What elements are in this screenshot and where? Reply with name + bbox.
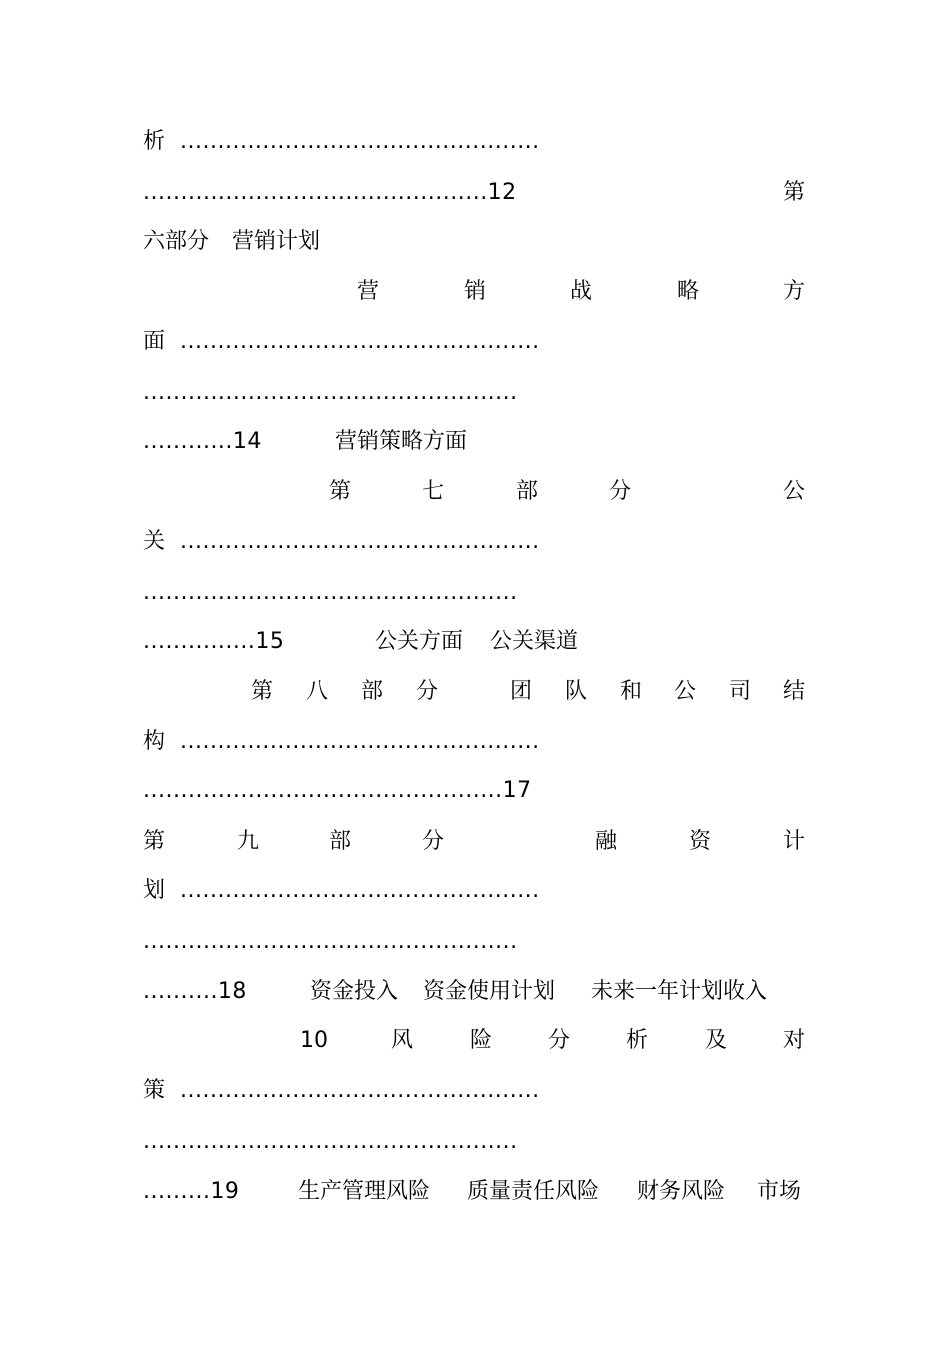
toc-text: 分 (422, 829, 445, 854)
toc-leader-dots: ................................................ (180, 329, 540, 354)
toc-text: 和 (620, 679, 643, 704)
toc-text: 方 (783, 279, 806, 304)
toc-text: 面 (143, 329, 166, 354)
toc-text: 公关渠道 (490, 629, 579, 654)
toc-line-2 (143, 178, 805, 208)
toc-text: 七 (422, 479, 445, 504)
toc-text: 第 (329, 479, 352, 504)
toc-line-9 (143, 527, 805, 557)
toc-text: 团 (510, 679, 533, 704)
toc-text: 构 (143, 729, 166, 754)
toc-line-15 (143, 827, 805, 857)
toc-text: 财务风险 (637, 1179, 726, 1204)
toc-text: 险 (470, 1028, 493, 1053)
toc-text: 八 (306, 679, 329, 704)
toc-leader-dots: ................................................ (180, 129, 540, 154)
toc-line-13 (143, 727, 805, 757)
toc-text: 九 (237, 829, 260, 854)
toc-text: 第 (251, 679, 274, 704)
toc-leader-dots: .................................................. (143, 580, 518, 605)
toc-text: 资 (689, 829, 712, 854)
toc-line-4 (143, 277, 805, 307)
toc-text: 部 (329, 829, 352, 854)
toc-line-8 (143, 477, 805, 507)
toc-text: 第 (783, 180, 806, 205)
toc-text: 结 (783, 679, 806, 704)
toc-leader-dots: .................................................. (143, 1129, 518, 1154)
toc-text: 关 (143, 529, 166, 554)
toc-text: 10 (300, 1028, 328, 1053)
toc-line-16 (143, 876, 805, 906)
toc-text: 质量责任风险 (467, 1179, 600, 1204)
toc-text: 公 (674, 679, 697, 704)
toc-leader-dots-page: ...............15 (143, 629, 285, 654)
toc-text: 分 (548, 1028, 571, 1053)
toc-leader-dots-page: ................................................17 (143, 778, 532, 803)
toc-text: 部 (361, 679, 384, 704)
toc-text: 融 (595, 829, 618, 854)
toc-text: 略 (677, 279, 700, 304)
toc-leader-dots-page: ............14 (143, 429, 262, 454)
toc-text: 营销计划 (232, 229, 321, 254)
toc-text: 资金投入 (310, 979, 399, 1004)
toc-text: 营销策略方面 (335, 429, 468, 454)
toc-text: 划 (143, 878, 166, 903)
toc-text: 司 (729, 679, 752, 704)
toc-text: 公 (783, 479, 806, 504)
toc-text: 风 (391, 1028, 414, 1053)
toc-text: 生产管理风险 (298, 1179, 431, 1204)
toc-text: 公关方面 (375, 629, 464, 654)
toc-text: 分 (416, 679, 439, 704)
toc-line-5 (143, 327, 805, 357)
toc-leader-dots: .................................................. (143, 929, 518, 954)
toc-leader-dots: ................................................ (180, 878, 540, 903)
toc-text: 分 (609, 479, 632, 504)
toc-text: 第 (143, 829, 166, 854)
toc-text: 析 (143, 129, 166, 154)
toc-leader-dots: ................................................ (180, 529, 540, 554)
toc-leader-dots: ................................................ (180, 1078, 540, 1103)
toc-text: 战 (570, 279, 593, 304)
toc-text: 策 (143, 1078, 166, 1103)
toc-line-22 (143, 1177, 805, 1207)
toc-line-1 (143, 127, 805, 157)
toc-text: 析 (626, 1028, 649, 1053)
toc-text: 销 (464, 279, 487, 304)
toc-text: 计 (783, 829, 806, 854)
toc-leader-dots: ................................................ (180, 729, 540, 754)
toc-text: 队 (565, 679, 588, 704)
toc-text: 部 (516, 479, 539, 504)
toc-text: 营 (357, 279, 380, 304)
toc-leader-dots: .................................................. (143, 380, 518, 405)
toc-line-21 (143, 1127, 805, 1157)
toc-leader-dots-page: ..........18 (143, 979, 247, 1004)
toc-line-19 (143, 1026, 805, 1056)
toc-line-14 (143, 776, 805, 806)
toc-line-10 (143, 578, 805, 608)
toc-line-11 (143, 627, 805, 657)
toc-text: 资金使用计划 (423, 979, 556, 1004)
toc-leader-dots-page: .........19 (143, 1179, 240, 1204)
toc-line-12 (143, 677, 805, 707)
toc-text: 市场 (757, 1179, 802, 1204)
toc-text: 及 (705, 1028, 728, 1053)
toc-text: 对 (783, 1028, 806, 1053)
toc-line-20 (143, 1076, 805, 1106)
toc-line-17 (143, 927, 805, 957)
toc-leader-dots-page: ..............................................12 (143, 180, 517, 205)
toc-line-7 (143, 427, 805, 457)
toc-line-6 (143, 378, 805, 408)
toc-line-3 (143, 227, 805, 257)
toc-text: 六部分 (143, 229, 210, 254)
toc-text: 未来一年计划收入 (591, 979, 768, 1004)
toc-line-18 (143, 977, 805, 1007)
